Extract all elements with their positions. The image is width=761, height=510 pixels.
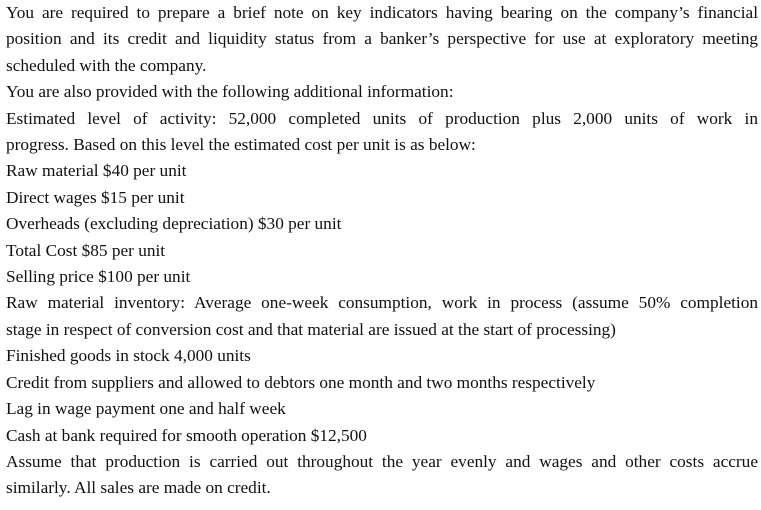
text-line: You are also provided with the following additional information: bbox=[6, 82, 454, 102]
text-line: scheduled with the company. bbox=[6, 55, 207, 75]
paragraph-intro bbox=[6, 0, 758, 79]
text-line: Overheads (excluding depreciation) $30 per unit bbox=[6, 214, 342, 234]
text-line: Credit from suppliers and allowed to debtors one month and two months respectively bbox=[6, 372, 596, 392]
document-body bbox=[6, 0, 758, 502]
paragraph-assumption bbox=[6, 449, 758, 502]
text-line: Direct wages $15 per unit bbox=[6, 187, 185, 207]
cost-overheads bbox=[6, 211, 758, 237]
wage-lag bbox=[6, 396, 758, 422]
cost-total bbox=[6, 238, 758, 264]
text-line: position and its credit and liquidity status from a banker’s perspective for use at exploratory meeting bbox=[6, 29, 758, 49]
cost-raw-material bbox=[6, 158, 758, 184]
text-line: Raw material inventory: Average one-week consumption, work in process (assume 50% completion bbox=[6, 293, 758, 313]
text-line: You are required to prepare a brief note on key indicators having bearing on the company’s financial bbox=[6, 3, 758, 22]
text-line: Finished goods in stock 4,000 units bbox=[6, 346, 251, 366]
text-line: progress. Based on this level the estimated cost per unit is as below: bbox=[6, 135, 476, 155]
text-line: Cash at bank required for smooth operation $12,500 bbox=[6, 425, 367, 445]
text-line: Assume that production is carried out throughout the year evenly and wages and other costs accrue bbox=[6, 451, 758, 471]
text-line: similarly. All sales are made on credit. bbox=[6, 478, 271, 498]
cash-at-bank bbox=[6, 423, 758, 449]
text-line: stage in respect of conversion cost and that material are issued at the start of processing) bbox=[6, 319, 616, 339]
text-line: Total Cost $85 per unit bbox=[6, 240, 166, 260]
cost-direct-wages bbox=[6, 185, 758, 211]
paragraph-additional-info bbox=[6, 79, 758, 105]
text-line: Raw material $40 per unit bbox=[6, 161, 187, 181]
text-line: Lag in wage payment one and half week bbox=[6, 399, 286, 419]
selling-price bbox=[6, 264, 758, 290]
text-line: Selling price $100 per unit bbox=[6, 267, 191, 287]
paragraph-activity-level bbox=[6, 106, 758, 159]
paragraph-inventory bbox=[6, 290, 758, 343]
credit-terms bbox=[6, 370, 758, 396]
finished-goods bbox=[6, 343, 758, 369]
text-line: Estimated level of activity: 52,000 completed units of production plus 2,000 units of work in bbox=[6, 108, 758, 128]
